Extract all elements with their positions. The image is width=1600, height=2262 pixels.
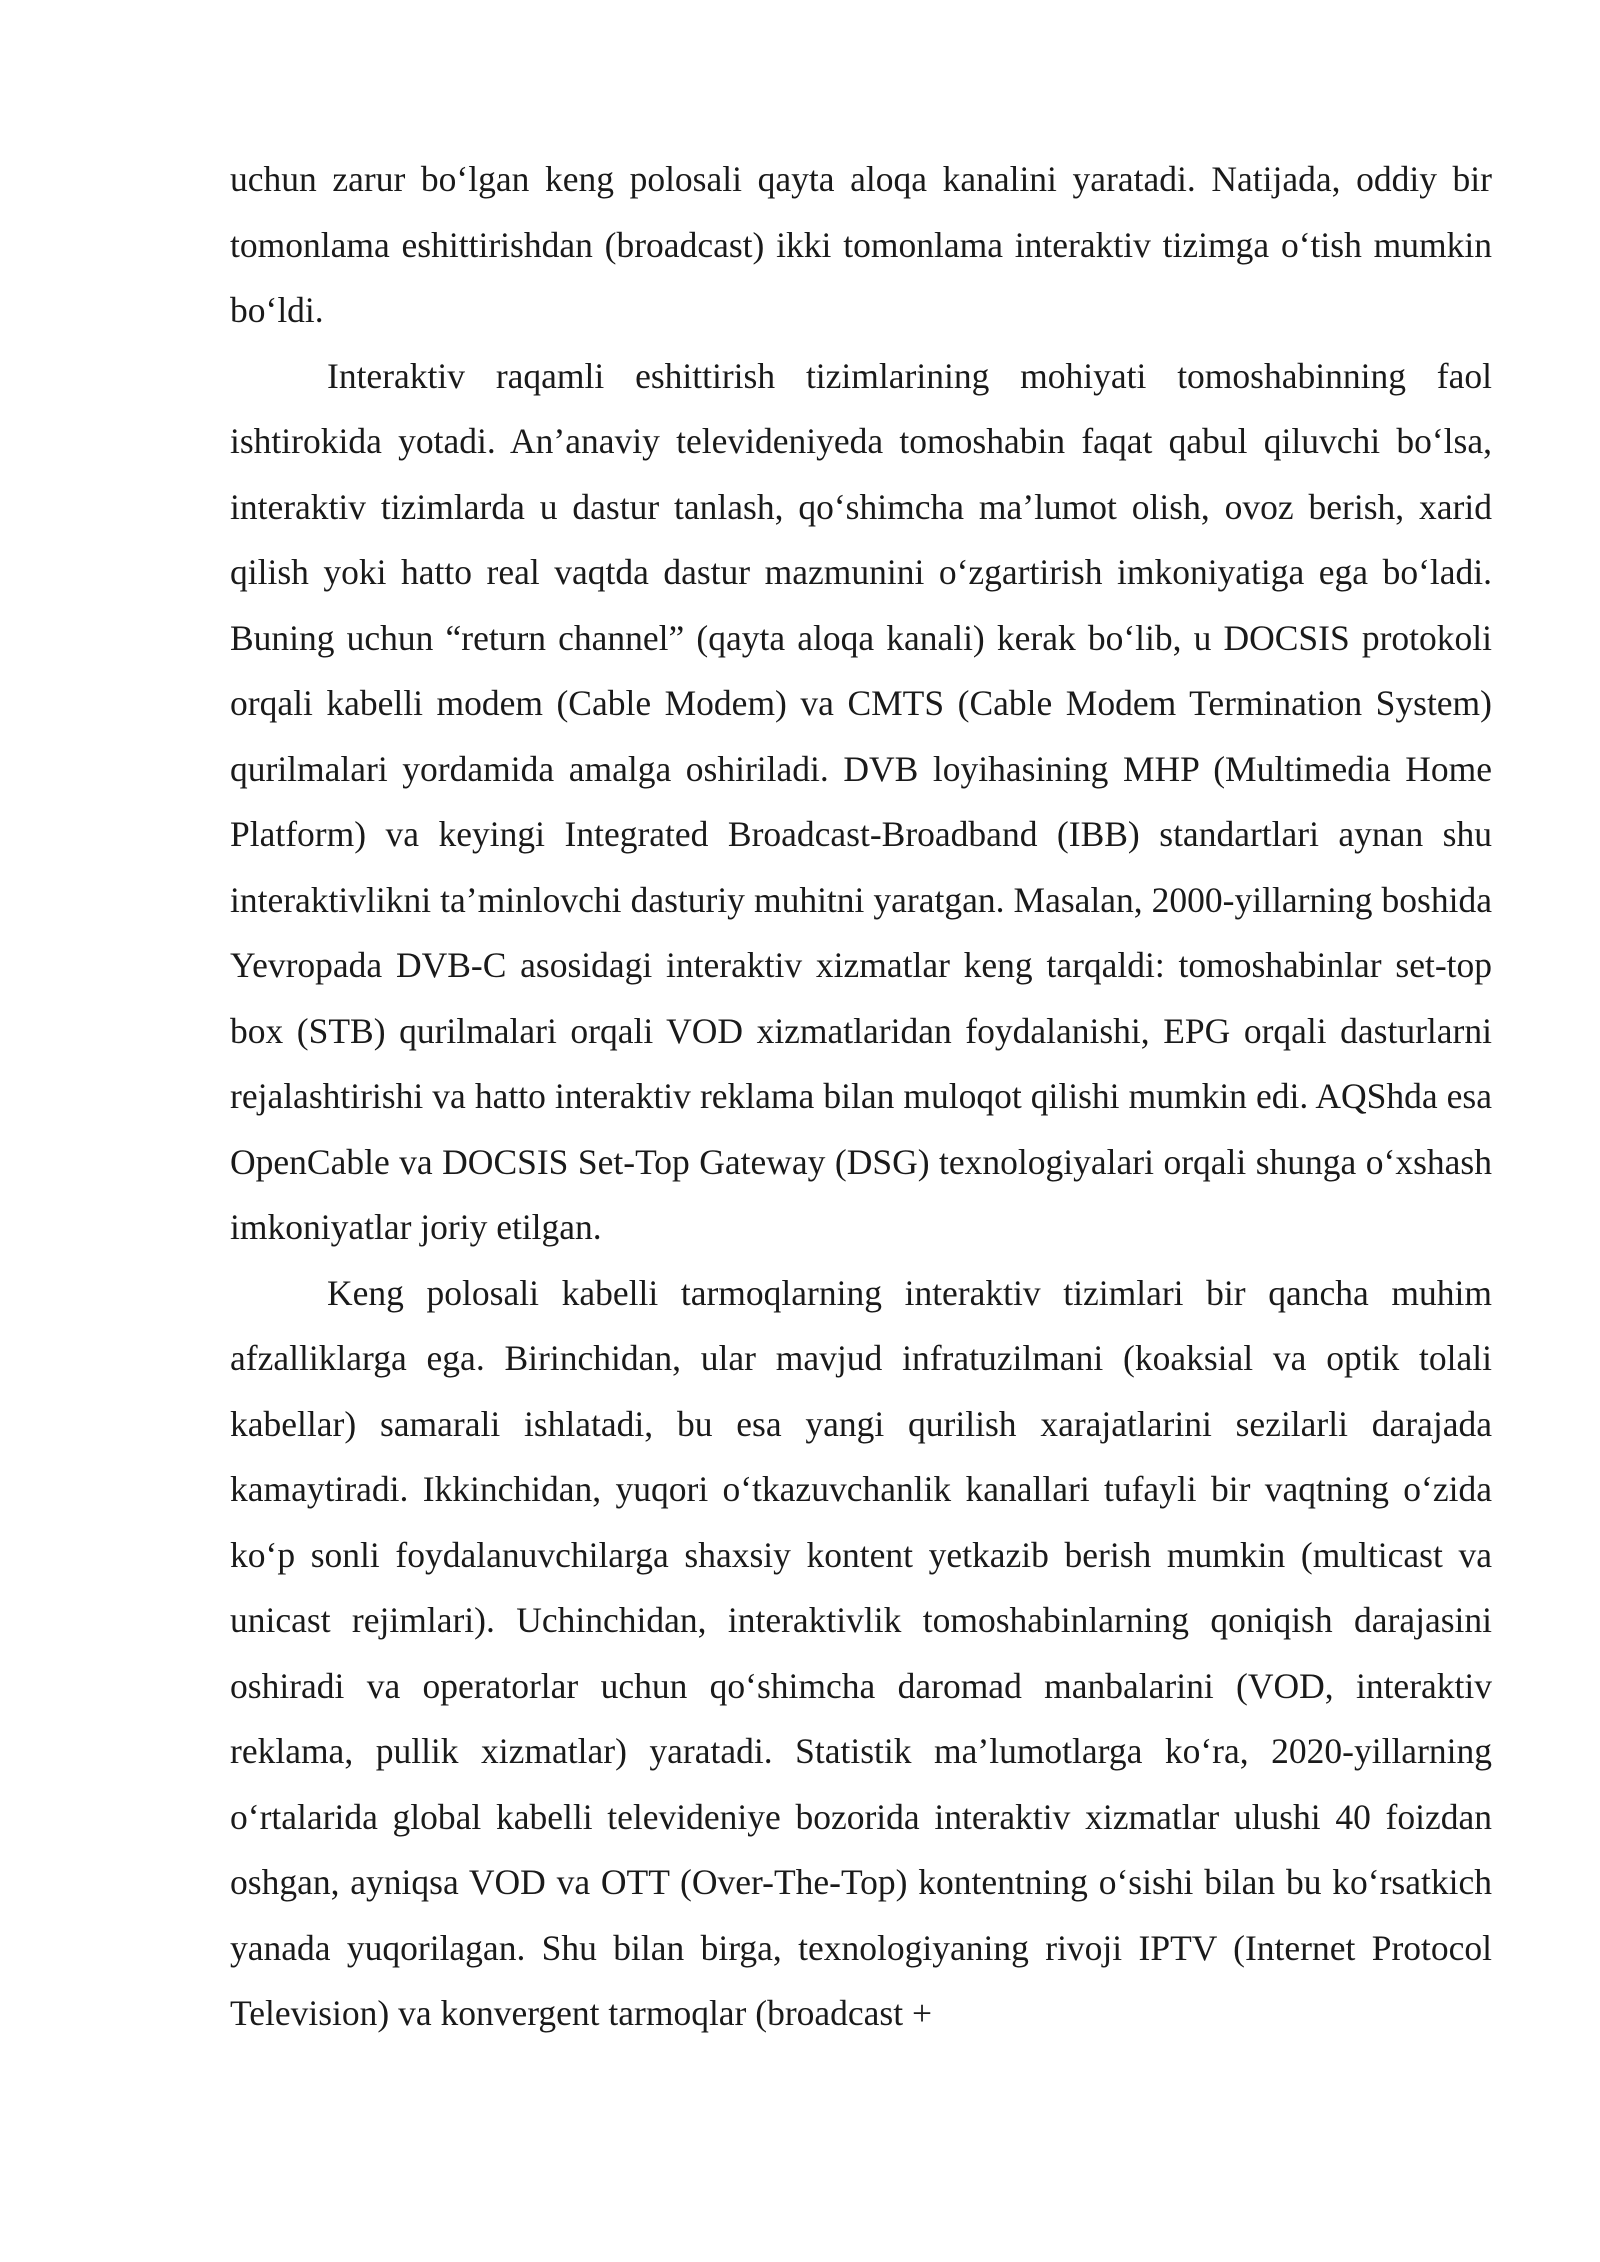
paragraph-interactive-essence: Interaktiv raqamli eshittirish tizimlarining mohiyati tomoshabinning faol ishtirokida yotadi. An’anaviy televideniyeda tomoshabin faqat qabul qiluvchi bo‘lsa, interaktiv tizimlarda u dastur tanlash, qo‘shimcha ma’lumot olish, ovoz berish, xarid qilish yoki hatto real vaqtda dastur mazmunini o‘zgartirish imkoniyatiga ega bo‘ladi. Buning uchun “return channel” (qayta aloqa kanali) kerak bo‘lib, u DOCSIS protokoli orqali kabelli modem (Cable Modem) va CMTS (Cable Modem Termination System) qurilmalari yordamida amalga oshiriladi. DVB loyihasining MHP (Multimedia Home Platform) va keyingi Integrated Broadcast-Broadband (IBB) standartlari aynan shu interaktivlikni ta’minlovchi dasturiy muhitni yaratgan. Masalan, 2000-yillarning boshida Yevropada DVB-C asosidagi interaktiv xizmatlar keng tarqaldi: tomoshabinlar set-top box (STB) qurilmalari orqali VOD xizmatlaridan foydalanishi, EPG orqali dasturlarni rejalashtirishi va hatto interaktiv reklama bilan muloqot qilishi mumkin edi. AQShda esa OpenCable va DOCSIS Set-Top Gateway (DSG) texnologiyalari orqali shunga o‘xshash imkoniyatlar joriy etilgan. (230, 355, 1492, 1247)
paragraph-advantages: Keng polosali kabelli tarmoqlarning interaktiv tizimlari bir qancha muhim afzalliklarga ega. Birinchidan, ular mavjud infratuzilmani (koaksial va optik tolali kabellar) samarali ishlatadi, bu esa yangi qurilish xarajatlarini sezilarli darajada kamaytiradi. Ikkinchidan, yuqori o‘tkazuvchanlik kanallari tufayli bir vaqtning o‘zida ko‘p sonli foydalanuvchilarga shaxsiy kontent yetkazib berish mumkin (multicast va unicast rejimlari). Uchinchidan, interaktivlik tomoshabinlarning qoniqish darajasini oshiradi va operatorlar uchun qo‘shimcha daromad manbalarini (VOD, interaktiv reklama, pullik xizmatlar) yaratadi. Statistik ma’lumotlarga ko‘ra, 2020-yillarning o‘rtalarida global kabelli televideniye bozorida interaktiv xizmatlar ulushi 40 foizdan oshgan, ayniqsa VOD va OTT (Over-The-Top) kontentning o‘sishi bilan bu ko‘rsatkich yanada yuqorilagan. Shu bilan birga, texnologiyaning rivoji IPTV (Internet Protocol Television) va konvergent tarmoqlar (broadcast + (230, 1272, 1492, 2033)
document-page (230, 147, 1492, 2047)
paragraph-continuation: uchun zarur bo‘lgan keng polosali qayta aloqa kanalini yaratadi. Natijada, oddiy bir tomonlama eshittirishdan (broadcast) ikki tomonlama interaktiv tizimga o‘tish mumkin bo‘ldi. (230, 159, 1492, 330)
